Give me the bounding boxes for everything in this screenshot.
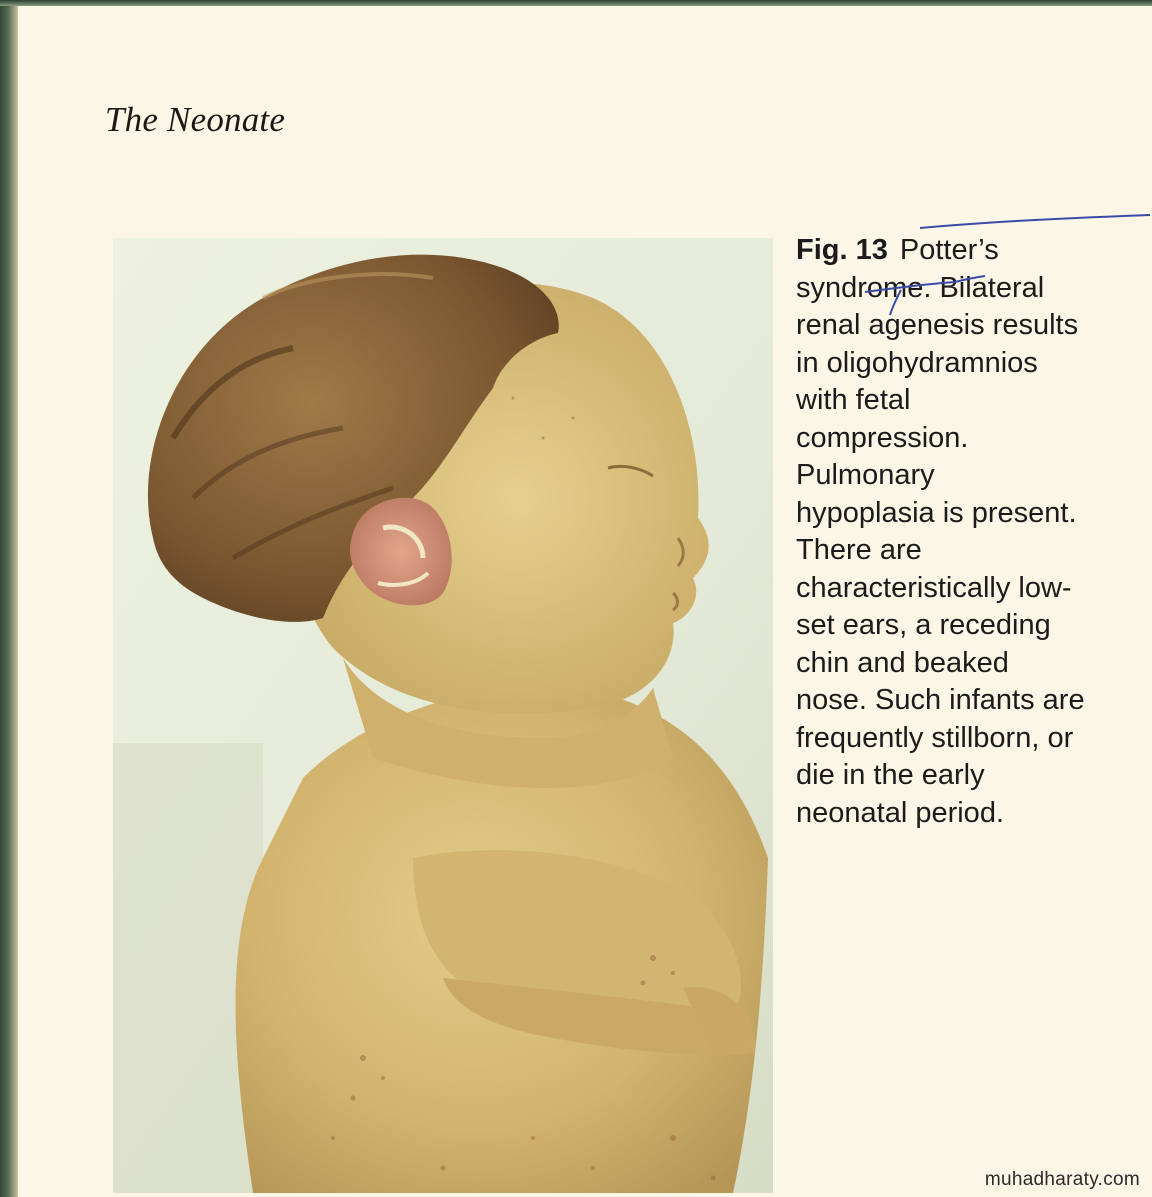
caption-line: compression. [796,421,969,454]
page-top-edge [0,0,1152,6]
neonate-photo-illustration [113,238,773,1193]
caption-line: characteristically low- [796,571,1072,604]
book-spine-edge [0,0,18,1197]
caption-line: set ears, a receding [796,609,1051,641]
caption-line: renal agenesis results [796,309,1079,341]
caption-line: nose. Such infants are [796,684,1085,716]
caption-line: syndrome. Bilateral [796,271,1045,304]
figure-label: Fig. 13 [796,234,888,266]
caption-line: neonatal period. [796,796,1004,829]
running-head: The Neonate [105,100,286,139]
figure-photo [113,238,773,1193]
caption-line: Potter’s [899,234,999,266]
caption-line: frequently stillborn, or [796,721,1074,754]
caption-line: in oligohydramnios [796,346,1038,379]
caption-line: hypoplasia is present. [796,496,1077,529]
caption-line: die in the early [796,759,985,791]
watermark: muhadharaty.com [984,1169,1140,1190]
caption-line: Pulmonary [796,459,935,491]
caption-line: with fetal [796,384,911,416]
caption-line: chin and beaked [796,646,1009,679]
caption-line: There are [796,534,922,566]
figure-caption [796,232,1136,832]
